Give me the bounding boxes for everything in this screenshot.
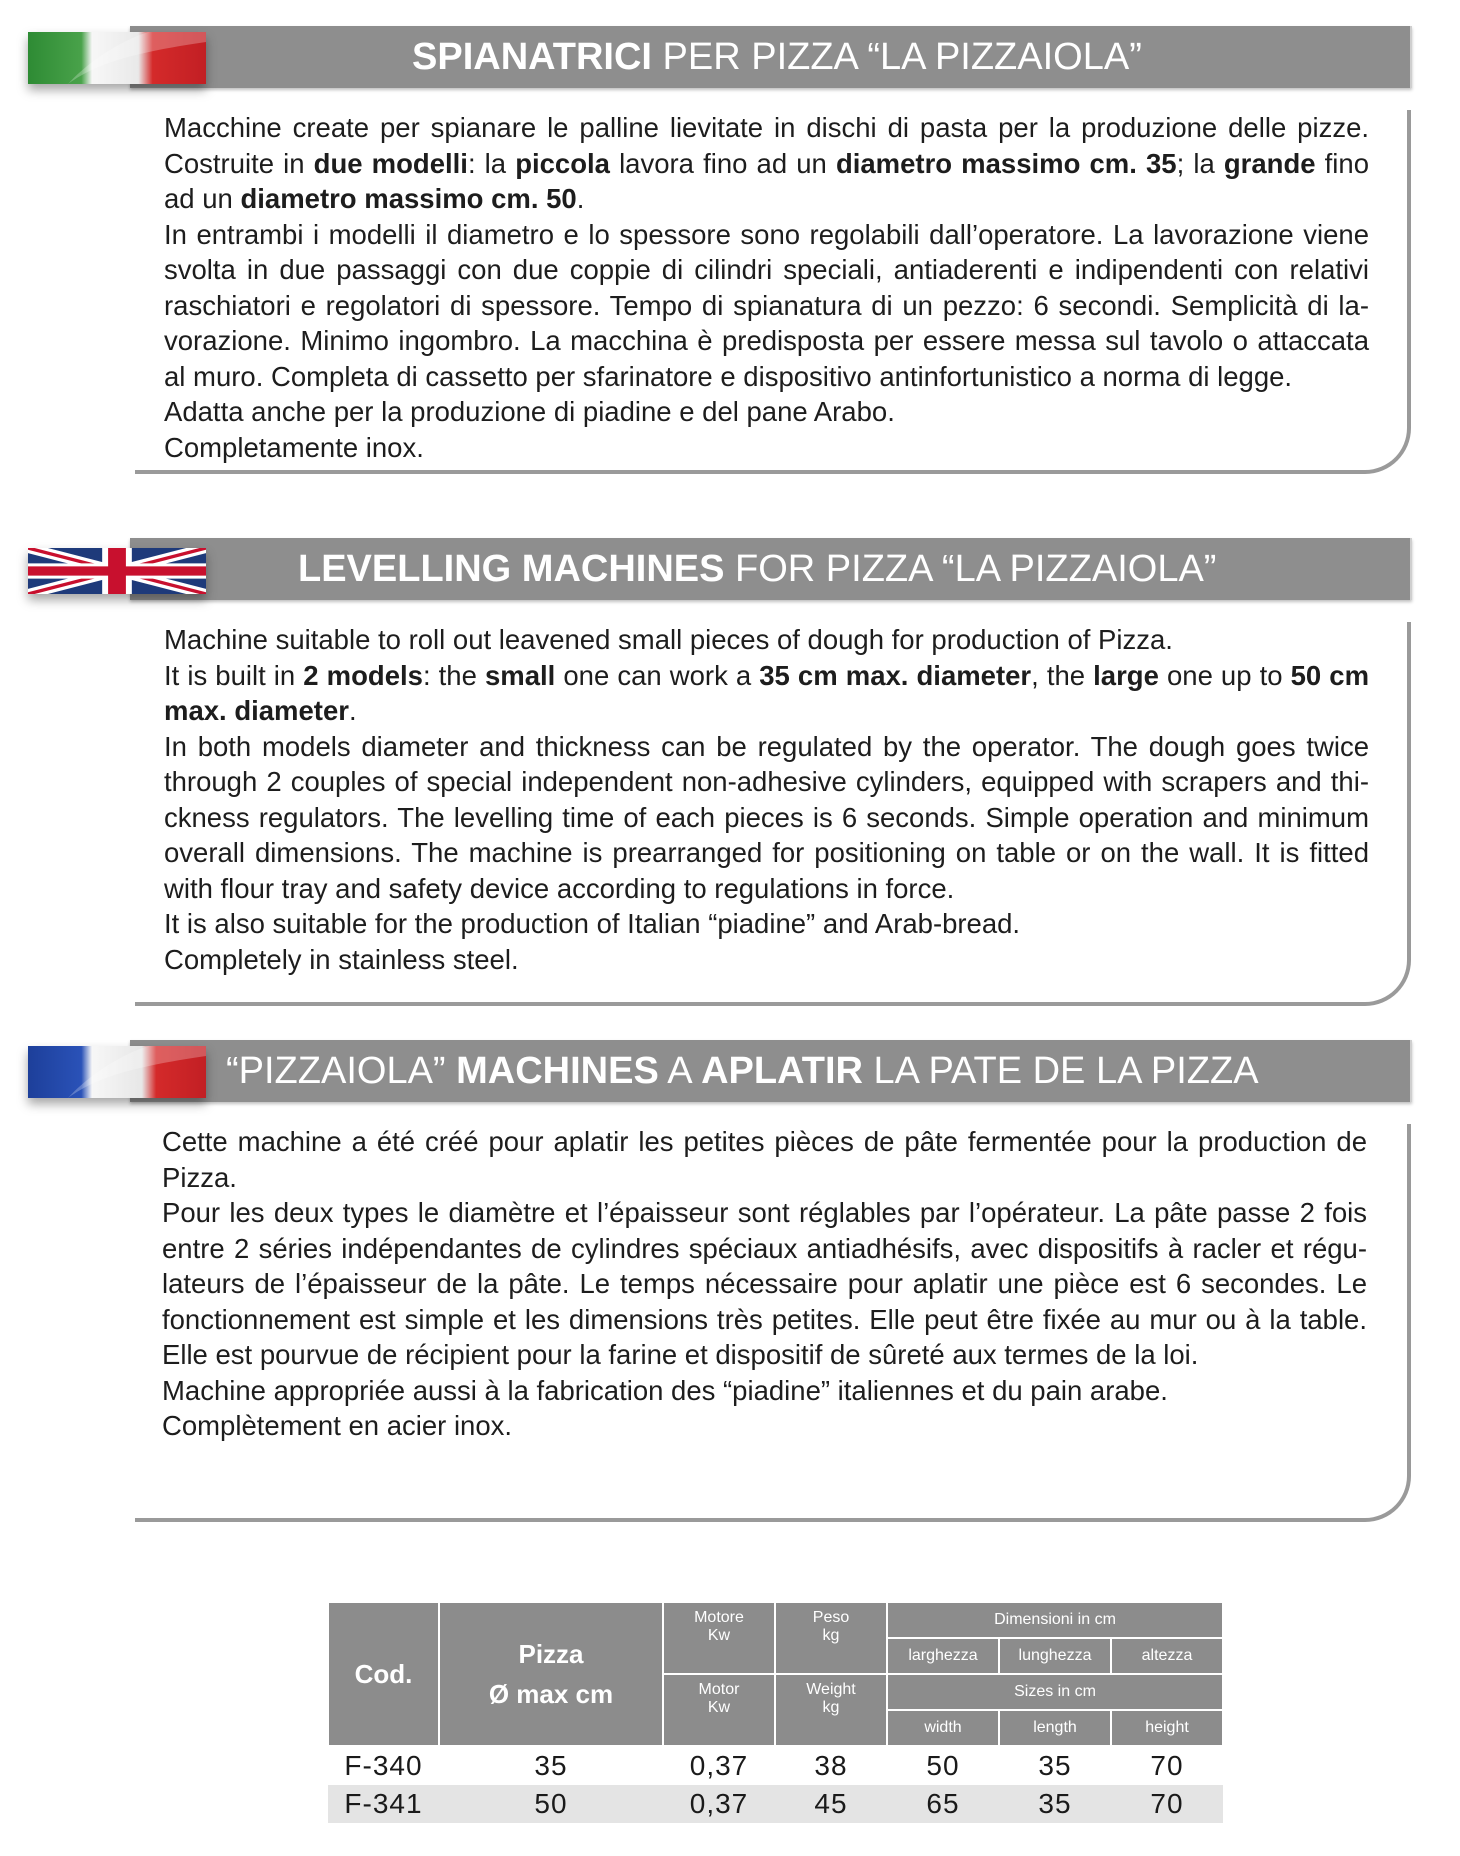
title-bold: APLATIR — [701, 1050, 863, 1092]
bold-text-run: 50 cm max. diameter — [164, 659, 1370, 726]
uk-flag-icon — [28, 548, 206, 594]
pizza-diameter-label: Ø max cm — [488, 1679, 614, 1709]
cell-weight: 45 — [775, 1785, 887, 1823]
section-header-english — [130, 538, 1412, 600]
paragraph-material: Completely in stainless steel. — [164, 943, 519, 975]
col-header-height: height — [1111, 1710, 1223, 1746]
table-row — [328, 1746, 1223, 1785]
french-flag-icon — [28, 1046, 206, 1098]
paragraph-material: Completamente inox. — [164, 431, 424, 463]
paragraph-description: Pour les deux types le diamètre et l’épaisseur sont réglables par l’opérateur. La pâte passe 2 fois entre 2 séries indépendantes de cylindres spéciaux antiadhésifs, avec dispositifs à racler et régu-lateurs de l’épaisseur de la pâte. Le temps nécessaire pour aplatir une pièce est 6 secondes. Le fonctionnement est simple et les dimensions très petites. Elle peut être fixée au mur ou à la table. Elle est pourvue de récipient pour la farine et dispositif de sûreté aux termes de la loi. — [162, 1197, 1367, 1370]
section-header-french — [130, 1040, 1412, 1102]
bold-text-run: piccola — [515, 147, 610, 179]
cell-width: 50 — [926, 1750, 960, 1781]
col-header-cod: Cod. — [328, 1602, 439, 1746]
col-header-sizes: Sizes in cm — [887, 1674, 1223, 1710]
text-run: : the — [422, 659, 485, 691]
paragraph-intro: Cette machine a été créé pour aplatir les petites pièces de pâte fermentée pour la production de Pizza. — [162, 1126, 1367, 1193]
title-bold: MACHINES — [456, 1050, 659, 1092]
cell-pizza: 35 — [534, 1750, 568, 1781]
kw-label: Kw — [707, 1627, 731, 1644]
col-header-width: width — [887, 1710, 999, 1746]
text-run: fino ad un — [164, 147, 1370, 214]
col-header-larghezza: larghezza — [887, 1638, 999, 1674]
kg-label: kg — [822, 1627, 840, 1644]
bold-text-run: 35 cm max. diameter — [759, 659, 1032, 691]
col-header-weight — [775, 1674, 887, 1746]
text-run: . — [348, 695, 357, 726]
paragraph-models — [164, 658, 1369, 729]
bold-text-run: grande — [1223, 147, 1316, 179]
paragraph-material: Complètement en acier inox. — [162, 1410, 513, 1441]
cell-pizza: 50 — [439, 1785, 663, 1823]
text-run: Macchine create per spianare le palline lievitate in dischi di pasta per la produzione delle pizze. Costruite in — [164, 112, 1369, 179]
title-rest: A — [658, 1050, 702, 1092]
paragraph-description: In entrambi i modelli il diametro e lo spessore sono regolabili dall’operatore. La lavorazione viene svolta in due passaggi con due coppie di cilindri speciali, antiaderenti e indipendenti con relativi raschiatori e regolatori di spessore. Tempo di spianatura di un pezzo: 6 secondi. Semplicità di la-vorazione. Minimo ingombro. La macchina è predisposta per essere messa sul tavolo o attaccata al muro. Completa di cassetto per sfarinatore e dispositivo antinfortunistico a norma di legge. — [164, 218, 1369, 392]
cell-cod: F-340 — [344, 1750, 423, 1781]
text-run: one up to — [1158, 659, 1291, 691]
cell-motor: 0,37 — [663, 1785, 775, 1823]
bold-text-run: due modelli — [313, 147, 468, 179]
bold-text-run: diametro massimo cm. 35 — [835, 147, 1177, 179]
italian-flag-icon — [28, 32, 206, 84]
paragraph-uses: It is also suitable for the production of Italian “piadine” and Arab-bread. — [164, 908, 1021, 939]
col-header-motor — [663, 1674, 775, 1746]
section-header-italian — [130, 26, 1412, 88]
col-header-motore — [663, 1602, 775, 1674]
paragraph-intro: Machine suitable to roll out leavened small pieces of dough for production of Pizza. — [164, 624, 1173, 655]
col-header-altezza: altezza — [1111, 1638, 1223, 1674]
text-run: ; la — [1176, 147, 1224, 179]
motore-label: Motore — [694, 1609, 744, 1626]
text-box-italian — [135, 110, 1411, 474]
weight-label: Weight — [806, 1681, 856, 1698]
cell-length: 35 — [1038, 1750, 1072, 1781]
bold-text-run: small — [484, 659, 556, 691]
title-rest: LA PATE DE LA PIZZA — [862, 1050, 1259, 1092]
col-header-dimensioni: Dimensioni in cm — [887, 1602, 1223, 1638]
paragraph-uses: Machine appropriée aussi à la fabrication des “piadine” italiennes et du pain arabe. — [162, 1374, 1168, 1406]
text-run: : la — [467, 147, 516, 179]
col-header-pizza — [439, 1602, 663, 1746]
paragraph-uses: Adatta anche per la produzione di piadine e del pane Arabo. — [164, 396, 895, 427]
cell-cod: F-341 — [328, 1785, 439, 1823]
title-rest: PER PIZZA “LA PIZZAIOLA” — [651, 36, 1142, 78]
text-run: lavora fino ad un — [609, 147, 836, 179]
title-rest: FOR PIZZA “LA PIZZAIOLA” — [724, 548, 1217, 590]
cell-width: 65 — [887, 1785, 999, 1823]
bold-text-run: diametro massimo cm. 50 — [240, 183, 577, 214]
table-row — [328, 1785, 1223, 1823]
text-run: one can work a — [555, 659, 760, 691]
col-header-peso — [775, 1602, 887, 1674]
cell-weight: 38 — [814, 1750, 848, 1781]
col-header-lunghezza: lunghezza — [999, 1638, 1111, 1674]
text-run: . — [576, 183, 585, 214]
kw-label: Kw — [707, 1699, 731, 1716]
bold-text-run: 2 models — [303, 659, 423, 691]
bold-text-run: large — [1093, 659, 1159, 691]
kg-label: kg — [822, 1699, 840, 1716]
title-bold: LEVELLING MACHINES — [298, 548, 725, 590]
pizza-label: Pizza — [518, 1639, 584, 1669]
peso-label: Peso — [812, 1609, 850, 1626]
paragraph-models — [164, 110, 1369, 217]
title-rest: “PIZZAIOLA” — [226, 1050, 457, 1092]
text-run: It is built in — [164, 659, 304, 691]
cell-height: 70 — [1111, 1785, 1223, 1823]
cell-motor: 0,37 — [689, 1750, 749, 1781]
cell-height: 70 — [1150, 1750, 1184, 1781]
text-box-french — [135, 1124, 1411, 1522]
title-bold: SPIANATRICI — [412, 36, 652, 78]
paragraph-description: In both models diameter and thickness can be regulated by the operator. The dough goes twice through 2 couples of special independent non-adhesive cylinders, equipped with scrapers and thi-ckness regulators. The levelling time of each pieces is 6 seconds. Simple operation and minimum overall dimensions. The machine is prearranged for positioning on table or on the wall. It is fitted with flour tray and safety device according to regulations in force. — [164, 730, 1369, 904]
text-run: , the — [1031, 659, 1094, 691]
col-header-length: length — [999, 1710, 1111, 1746]
text-box-english — [135, 622, 1411, 1006]
cell-length: 35 — [999, 1785, 1111, 1823]
spec-table — [327, 1601, 1224, 1823]
motor-label: Motor — [698, 1681, 740, 1698]
